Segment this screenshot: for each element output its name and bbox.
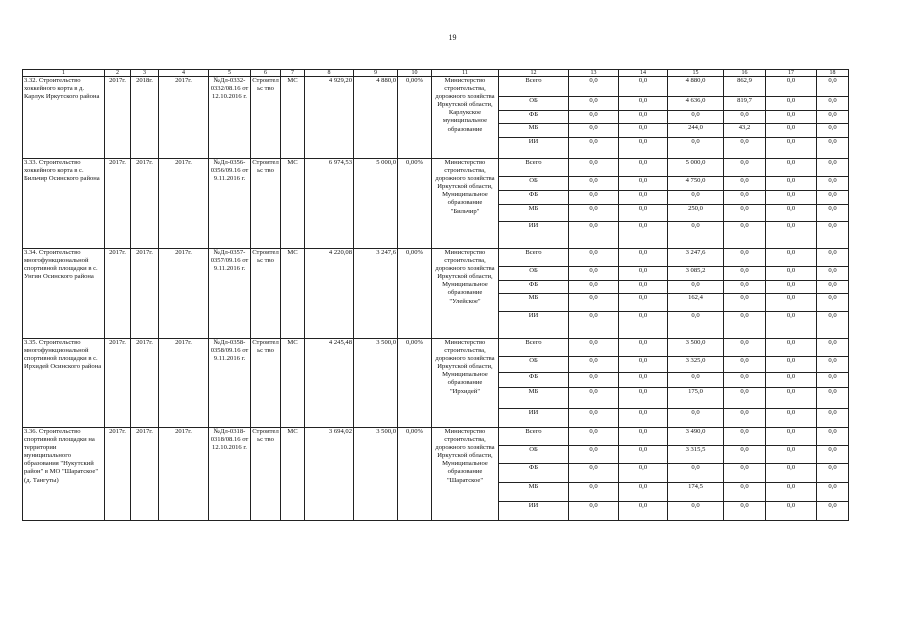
funding-source: ИИ [499,312,569,339]
value-col16: 0,0 [724,339,766,357]
value-col15: 3 500,0 [668,339,724,357]
value-col13: 0,0 [569,339,619,357]
value-col17: 0,0 [766,339,817,357]
value-col18: 0,0 [817,111,849,124]
value-col17: 0,0 [766,357,817,373]
value-col18: 0,0 [817,267,849,281]
value-col17: 0,0 [766,222,817,249]
value-col13: 0,0 [569,97,619,111]
value-col17: 0,0 [766,281,817,294]
value-col13: 0,0 [569,177,619,191]
value-col18: 0,0 [817,464,849,483]
limit-amount: 5 000,0 [354,159,398,249]
value-col14: 0,0 [619,249,668,267]
year: 2017г. [159,339,209,428]
value-col16: 0,0 [724,281,766,294]
value-col16: 0,0 [724,191,766,205]
agency-code: МС [281,249,305,339]
value-col14: 0,0 [619,77,668,97]
value-col15: 0,0 [668,502,724,521]
column-number-4: 4 [159,70,209,77]
value-col13: 0,0 [569,502,619,521]
value-col15: 4 636,0 [668,97,724,111]
value-col14: 0,0 [619,373,668,388]
value-col17: 0,0 [766,446,817,464]
value-col14: 0,0 [619,138,668,159]
page-number: 19 [448,33,457,42]
funding-source: МБ [499,294,569,312]
value-col17: 0,0 [766,205,817,222]
contract-ref: №Дл-0357-0357/09.16 от 9.11.2016 г. [209,249,251,339]
table-row [23,77,849,97]
value-col18: 0,0 [817,502,849,521]
column-number-17: 17 [766,70,817,77]
column-number-1: 1 [23,70,105,77]
table-row [23,428,849,446]
value-col16: 0,0 [724,177,766,191]
funding-source: ИИ [499,222,569,249]
value-col17: 0,0 [766,373,817,388]
contract-ref: №Дл-0358-0358/09.16 от 9.11.2016 г. [209,339,251,428]
value-col18: 0,0 [817,428,849,446]
value-col14: 0,0 [619,222,668,249]
value-col17: 0,0 [766,77,817,97]
funding-source: ОБ [499,446,569,464]
value-col14: 0,0 [619,124,668,138]
estimated-cost: 4 220,08 [305,249,354,339]
value-col18: 0,0 [817,281,849,294]
value-col14: 0,0 [619,502,668,521]
estimated-cost: 4 929,20 [305,77,354,159]
value-col18: 0,0 [817,388,849,409]
value-col17: 0,0 [766,177,817,191]
value-col13: 0,0 [569,294,619,312]
value-col13: 0,0 [569,267,619,281]
funding-source: Всего [499,159,569,177]
value-col14: 0,0 [619,357,668,373]
value-col15: 0,0 [668,409,724,428]
column-number-2: 2 [105,70,131,77]
funding-source: Всего [499,249,569,267]
funding-source: ИИ [499,502,569,521]
value-col17: 0,0 [766,388,817,409]
funding-source: ФБ [499,373,569,388]
value-col17: 0,0 [766,124,817,138]
value-col16: 0,0 [724,267,766,281]
column-number-9: 9 [354,70,398,77]
start-year: 2017г. [105,159,131,249]
value-col14: 0,0 [619,205,668,222]
agency-code: МС [281,339,305,428]
value-col17: 0,0 [766,111,817,124]
responsible-org: Министерство строительства, дорожного хозяйства Иркутской области, Карлукское муниципальное образование [432,77,499,159]
column-number-row [23,70,849,77]
value-col16: 862,9 [724,77,766,97]
value-col16: 0,0 [724,111,766,124]
start-year: 2017г. [105,249,131,339]
end-year: 2017г. [131,428,159,521]
value-col13: 0,0 [569,205,619,222]
value-col16: 0,0 [724,159,766,177]
funding-source: Всего [499,428,569,446]
value-col18: 0,0 [817,446,849,464]
table-row [23,339,849,357]
column-number-14: 14 [619,70,668,77]
program-table [22,69,849,521]
column-number-16: 16 [724,70,766,77]
funding-source: ФБ [499,191,569,205]
value-col18: 0,0 [817,177,849,191]
value-col15: 250,0 [668,205,724,222]
estimated-cost: 6 974,53 [305,159,354,249]
end-year: 2017г. [131,249,159,339]
year: 2017г. [159,159,209,249]
funding-source: ОБ [499,357,569,373]
work-type: Строительс тво [251,428,281,521]
value-col16: 0,0 [724,294,766,312]
value-col18: 0,0 [817,373,849,388]
value-col15: 0,0 [668,191,724,205]
work-type: Строительс тво [251,159,281,249]
value-col13: 0,0 [569,77,619,97]
value-col17: 0,0 [766,159,817,177]
value-col16: 0,0 [724,409,766,428]
funding-source: ИИ [499,409,569,428]
value-col14: 0,0 [619,191,668,205]
value-col18: 0,0 [817,294,849,312]
value-col15: 0,0 [668,138,724,159]
value-col18: 0,0 [817,249,849,267]
value-col16: 0,0 [724,428,766,446]
funding-source: ФБ [499,464,569,483]
value-col13: 0,0 [569,483,619,502]
value-col14: 0,0 [619,97,668,111]
value-col16: 0,0 [724,446,766,464]
value-col16: 0,0 [724,388,766,409]
value-col13: 0,0 [569,373,619,388]
value-col18: 0,0 [817,483,849,502]
value-col15: 3 315,5 [668,446,724,464]
value-col15: 0,0 [668,222,724,249]
column-number-13: 13 [569,70,619,77]
start-year: 2017г. [105,77,131,159]
value-col17: 0,0 [766,191,817,205]
value-col14: 0,0 [619,159,668,177]
start-year: 2017г. [105,339,131,428]
column-number-11: 11 [432,70,499,77]
value-col16: 0,0 [724,222,766,249]
value-col15: 244,0 [668,124,724,138]
funding-source: МБ [499,388,569,409]
object-name: 3.32. Строительство хоккейного корта в д. Карлук Иркутского района [23,77,105,159]
value-col15: 0,0 [668,111,724,124]
column-number-3: 3 [131,70,159,77]
object-name: 3.33. Строительство хоккейного корта в с. Бильчир Осинского района [23,159,105,249]
value-col14: 0,0 [619,446,668,464]
value-col15: 0,0 [668,464,724,483]
table-row [23,249,849,267]
estimated-cost: 4 245,48 [305,339,354,428]
value-col14: 0,0 [619,177,668,191]
limit-amount: 3 500,0 [354,428,398,521]
completion-percent: 0,00% [398,339,432,428]
value-col13: 0,0 [569,124,619,138]
value-col14: 0,0 [619,111,668,124]
value-col15: 3 085,2 [668,267,724,281]
value-col15: 4 750,0 [668,177,724,191]
column-number-18: 18 [817,70,849,77]
value-col13: 0,0 [569,388,619,409]
value-col18: 0,0 [817,97,849,111]
end-year: 2018г. [131,77,159,159]
value-col16: 0,0 [724,483,766,502]
estimated-cost: 3 694,02 [305,428,354,521]
value-col18: 0,0 [817,312,849,339]
value-col14: 0,0 [619,428,668,446]
funding-source: Всего [499,77,569,97]
work-type: Строительс тво [251,77,281,159]
value-col13: 0,0 [569,428,619,446]
value-col14: 0,0 [619,388,668,409]
funding-source: ИИ [499,138,569,159]
value-col15: 175,0 [668,388,724,409]
value-col15: 0,0 [668,281,724,294]
value-col17: 0,0 [766,312,817,339]
completion-percent: 0,00% [398,159,432,249]
value-col18: 0,0 [817,77,849,97]
limit-amount: 3 500,0 [354,339,398,428]
funding-source: ОБ [499,267,569,281]
value-col18: 0,0 [817,357,849,373]
value-col13: 0,0 [569,138,619,159]
contract-ref: №Дл-0356-0356/09.16 от 9.11.2016 г. [209,159,251,249]
value-col15: 3 247,6 [668,249,724,267]
value-col15: 174,5 [668,483,724,502]
value-col15: 3 325,0 [668,357,724,373]
value-col16: 0,0 [724,138,766,159]
value-col18: 0,0 [817,138,849,159]
funding-source: МБ [499,483,569,502]
funding-source: ОБ [499,97,569,111]
value-col13: 0,0 [569,111,619,124]
value-col15: 0,0 [668,312,724,339]
value-col14: 0,0 [619,281,668,294]
completion-percent: 0,00% [398,428,432,521]
column-number-5: 5 [209,70,251,77]
funding-source: ФБ [499,281,569,294]
responsible-org: Министерство строительства, дорожного хозяйства Иркутской области, Муниципальное образование "Шаратское" [432,428,499,521]
value-col18: 0,0 [817,124,849,138]
value-col18: 0,0 [817,409,849,428]
responsible-org: Министерство строительства, дорожного хозяйства Иркутской области, Муниципальное образование "Бильчир" [432,159,499,249]
work-type: Строительс тво [251,339,281,428]
value-col18: 0,0 [817,222,849,249]
column-number-8: 8 [305,70,354,77]
value-col14: 0,0 [619,294,668,312]
year: 2017г. [159,249,209,339]
funding-source: Всего [499,339,569,357]
responsible-org: Министерство строительства, дорожного хозяйства Иркутской области, Муниципальное образование "Улейское" [432,249,499,339]
table-row [23,159,849,177]
value-col13: 0,0 [569,409,619,428]
table-body [23,70,849,521]
value-col17: 0,0 [766,483,817,502]
value-col14: 0,0 [619,483,668,502]
value-col13: 0,0 [569,281,619,294]
limit-amount: 3 247,6 [354,249,398,339]
agency-code: МС [281,77,305,159]
start-year: 2017г. [105,428,131,521]
year: 2017г. [159,77,209,159]
column-number-6: 6 [251,70,281,77]
value-col14: 0,0 [619,409,668,428]
value-col15: 162,4 [668,294,724,312]
agency-code: МС [281,159,305,249]
value-col14: 0,0 [619,339,668,357]
column-number-12: 12 [499,70,569,77]
value-col16: 819,7 [724,97,766,111]
value-col17: 0,0 [766,249,817,267]
year: 2017г. [159,428,209,521]
value-col16: 0,0 [724,502,766,521]
value-col13: 0,0 [569,312,619,339]
funding-source: МБ [499,124,569,138]
end-year: 2017г. [131,159,159,249]
value-col17: 0,0 [766,464,817,483]
value-col16: 0,0 [724,249,766,267]
value-col15: 5 000,0 [668,159,724,177]
limit-amount: 4 880,0 [354,77,398,159]
work-type: Строительс тво [251,249,281,339]
value-col13: 0,0 [569,191,619,205]
value-col14: 0,0 [619,267,668,281]
funding-source: ОБ [499,177,569,191]
completion-percent: 0,00% [398,249,432,339]
value-col18: 0,0 [817,159,849,177]
column-number-10: 10 [398,70,432,77]
funding-source: ФБ [499,111,569,124]
contract-ref: №Дл-0318-0318/08.16 от 12.10.2016 г. [209,428,251,521]
value-col16: 0,0 [724,357,766,373]
value-col17: 0,0 [766,502,817,521]
value-col18: 0,0 [817,339,849,357]
value-col15: 4 880,0 [668,77,724,97]
value-col17: 0,0 [766,267,817,281]
value-col16: 43,2 [724,124,766,138]
value-col13: 0,0 [569,464,619,483]
column-number-7: 7 [281,70,305,77]
value-col16: 0,0 [724,312,766,339]
value-col13: 0,0 [569,357,619,373]
contract-ref: №Дл-0332-0332/08.16 от 12.10.2016 г. [209,77,251,159]
value-col14: 0,0 [619,464,668,483]
value-col13: 0,0 [569,222,619,249]
object-name: 3.36. Строительство спортивной площадки на территории муниципального образования "Нукутский район" в МО "Шаратское" (д. Тангуты) [23,428,105,521]
value-col17: 0,0 [766,409,817,428]
value-col18: 0,0 [817,205,849,222]
value-col13: 0,0 [569,249,619,267]
value-col17: 0,0 [766,97,817,111]
value-col13: 0,0 [569,446,619,464]
value-col16: 0,0 [724,464,766,483]
column-number-15: 15 [668,70,724,77]
agency-code: МС [281,428,305,521]
responsible-org: Министерство строительства, дорожного хозяйства Иркутской области, Муниципальное образование "Ирхидей" [432,339,499,428]
value-col16: 0,0 [724,205,766,222]
value-col17: 0,0 [766,138,817,159]
funding-source: МБ [499,205,569,222]
object-name: 3.35. Строительство многофункциональной спортивной площадки в с. Ирхидей Осинского района [23,339,105,428]
end-year: 2017г. [131,339,159,428]
value-col14: 0,0 [619,312,668,339]
value-col15: 0,0 [668,373,724,388]
value-col15: 3 490,0 [668,428,724,446]
value-col18: 0,0 [817,191,849,205]
value-col17: 0,0 [766,428,817,446]
value-col16: 0,0 [724,373,766,388]
object-name: 3.34. Строительство многофункциональной спортивной площадки в с. Унгин Осинского района [23,249,105,339]
completion-percent: 0,00% [398,77,432,159]
value-col13: 0,0 [569,159,619,177]
value-col17: 0,0 [766,294,817,312]
